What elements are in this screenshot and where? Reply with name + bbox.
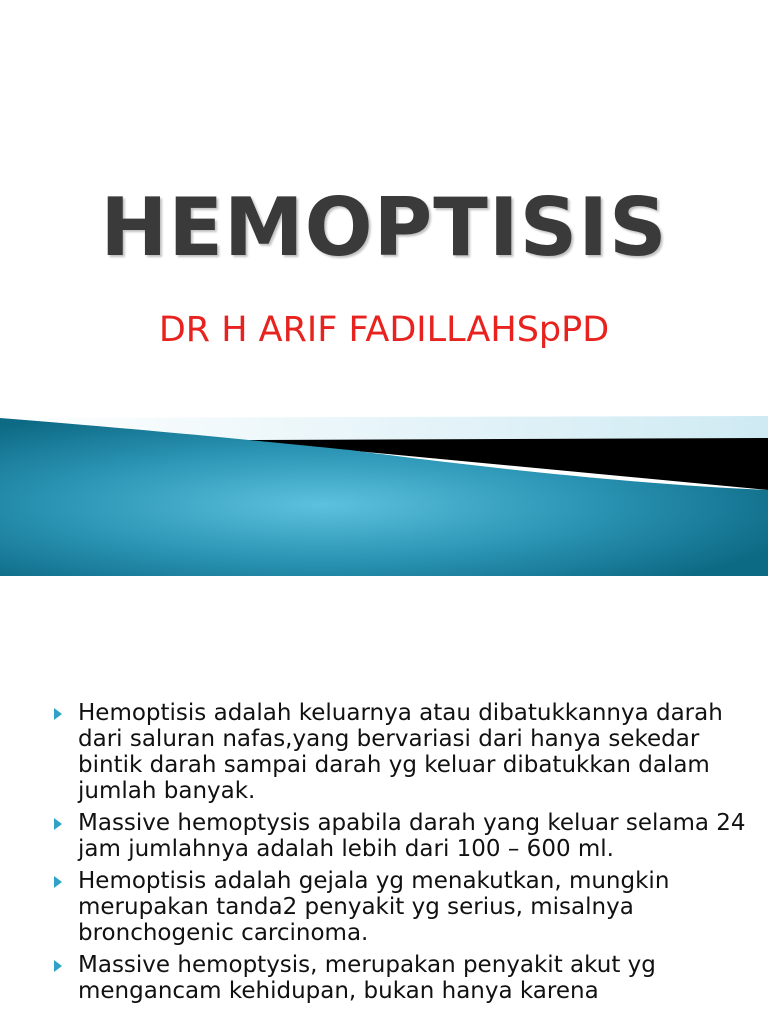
- decorative-wave: [0, 410, 768, 576]
- bullet-text: Massive hemoptysis, merupakan penyakit akut yg mengancam kehidupan, bukan hanya karena: [78, 952, 656, 1004]
- slide-title: HEMOPTISIS: [100, 181, 668, 274]
- bullet-item: [52, 700, 752, 804]
- triangle-bullet-icon: [54, 818, 62, 830]
- content-slide: [0, 576, 768, 1024]
- bullet-text: Hemoptisis adalah keluarnya atau dibatukkannya darah dari saluran nafas,yang bervariasi dari hanya sekedar bintik darah sampai darah yg keluar dibatukkan dalam jumlah banyak.: [78, 700, 723, 804]
- bullet-item: [52, 868, 752, 946]
- bullet-item: [52, 952, 752, 1004]
- triangle-bullet-icon: [54, 708, 62, 720]
- bullet-text: Massive hemoptysis apabila darah yang keluar selama 24 jam jumlahnya adalah lebih dari 100 – 600 ml.: [78, 810, 746, 862]
- bullet-text: Hemoptisis adalah gejala yg menakutkan, mungkin merupakan tanda2 penyakit yg serius, misalnya bronchogenic carcinoma.: [78, 868, 670, 946]
- bullet-list: [52, 700, 752, 1010]
- triangle-bullet-icon: [54, 876, 62, 888]
- triangle-bullet-icon: [54, 960, 62, 972]
- slide-subtitle: DR H ARIF FADILLAHSpPD: [158, 310, 610, 350]
- bullet-item: [52, 810, 752, 862]
